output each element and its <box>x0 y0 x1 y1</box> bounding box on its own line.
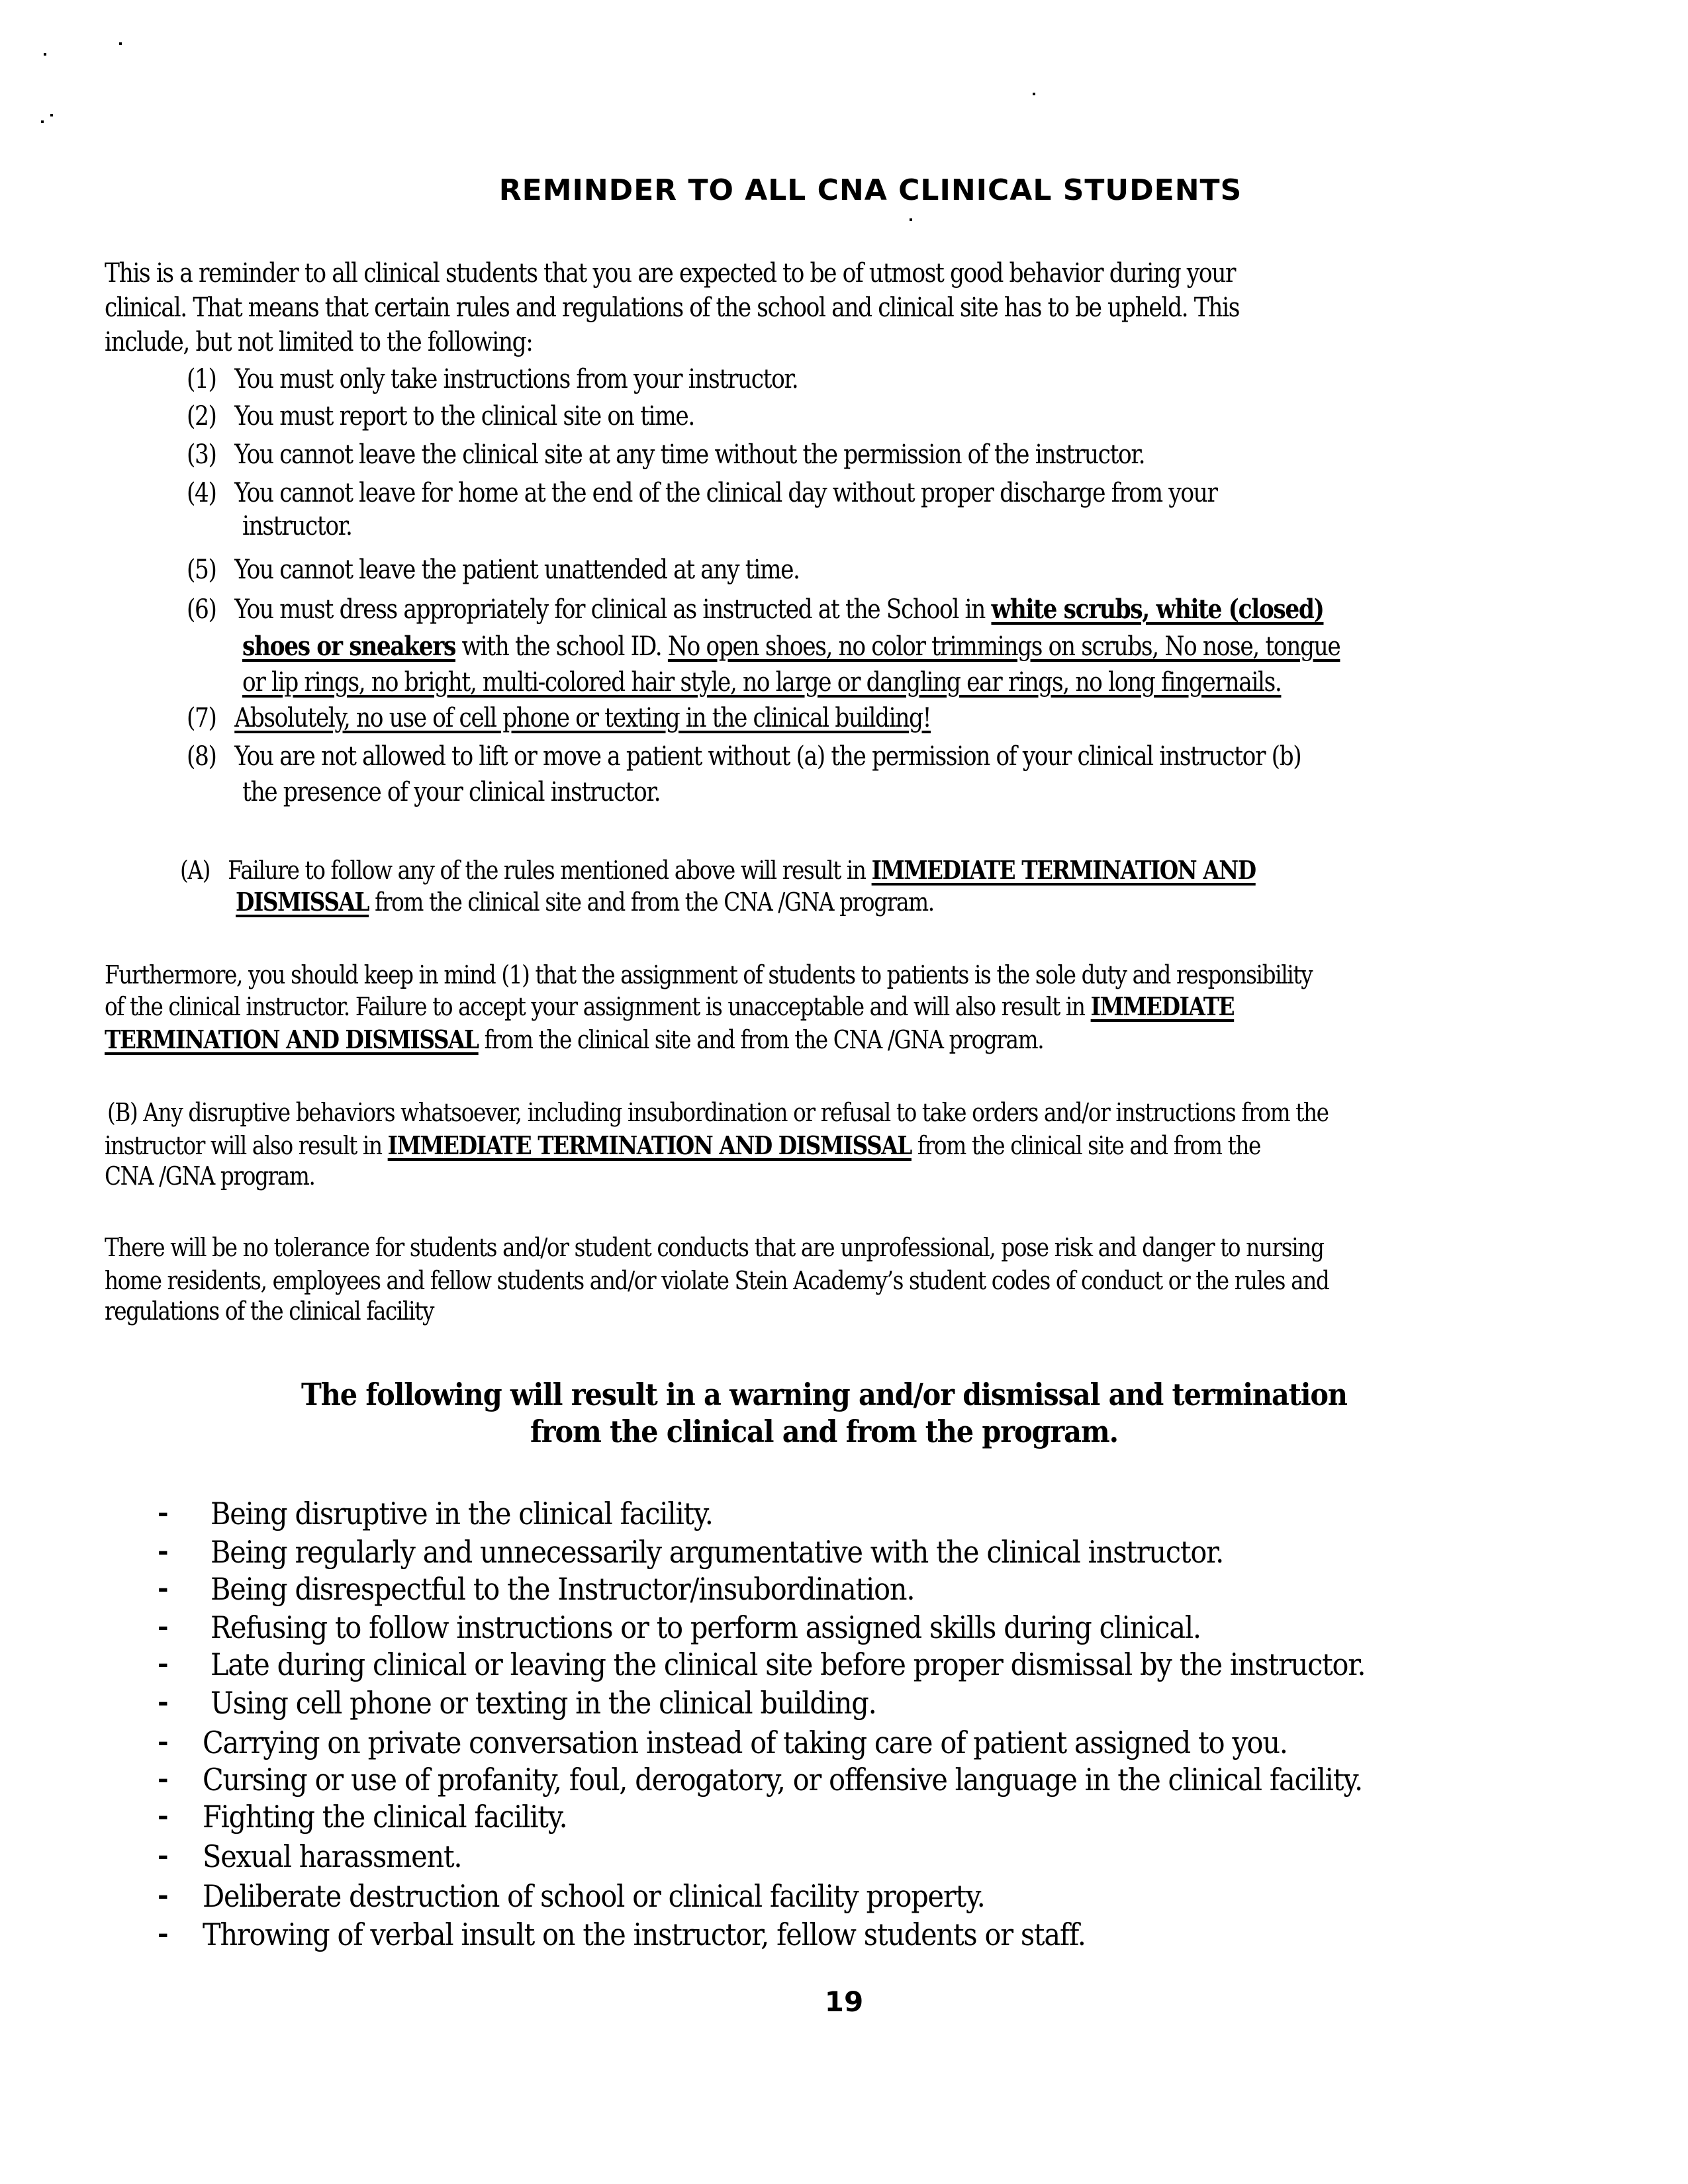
rule-item-2 <box>187 400 694 433</box>
note-text: from the clinical site and from the CNA /GNA program. <box>369 887 934 917</box>
rule-item-3 <box>187 438 1145 471</box>
note-text: from the clinical site and from the <box>911 1131 1260 1160</box>
termination-emphasis: DISMISSAL <box>236 887 369 917</box>
bullet-icon: - <box>158 1535 169 1567</box>
tolerance-line: home residents, employees and fellow students and/or violate Stein Academy’s student codes of conduct or the rules and <box>105 1266 1329 1295</box>
termination-emphasis: TERMINATION AND DISMISSAL <box>105 1024 479 1054</box>
intro-line: clinical. That means that certain rules and regulations of the school and clinical site has to be upheld. This <box>105 293 1239 323</box>
intro-line: include, but not limited to the following: <box>105 327 533 357</box>
violation-item: Being disruptive in the clinical facility. <box>211 1496 713 1531</box>
dress-code-restrictions: No open shoes, no color trimmings on scrubs, No nose, tongue <box>667 631 1340 662</box>
violation-item: Being regularly and unnecessarily argumentative with the clinical instructor. <box>211 1534 1224 1570</box>
violation-item: Being disrespectful to the Instructor/insubordination. <box>211 1571 915 1607</box>
note-b-line: CNA /GNA program. <box>105 1161 315 1191</box>
bullet-icon: - <box>158 1800 169 1831</box>
furthermore-line <box>105 990 1234 1023</box>
rule-item-6-line-3 <box>242 666 1281 699</box>
note-a-label: (A) <box>180 856 210 885</box>
violations-heading: The following will result in a warning and/or dismissal and termination <box>301 1377 1347 1412</box>
violation-item: Deliberate destruction of school or clinical facility property. <box>203 1878 985 1914</box>
violation-item: Cursing or use of profanity, foul, derogatory, or offensive language in the clinical facility. <box>203 1762 1362 1797</box>
note-a <box>180 854 1256 887</box>
dress-code-emphasis: white scrubs, white (closed) <box>991 594 1324 625</box>
rule-item-6-line-2 <box>242 630 1340 663</box>
rule-text: You cannot leave for home at the end of the clinical day without proper discharge from your <box>234 478 1217 508</box>
termination-emphasis: IMMEDIATE <box>1090 991 1235 1021</box>
tolerance-line: regulations of the clinical facility <box>105 1297 434 1326</box>
rule-number: (5) <box>187 555 216 585</box>
termination-emphasis: IMMEDIATE TERMINATION AND DISMISSAL <box>387 1130 912 1160</box>
rule-number: (8) <box>187 741 216 772</box>
furthermore-line <box>105 1023 1043 1056</box>
rule-item-5 <box>187 553 800 586</box>
bullet-icon: - <box>158 1918 169 1949</box>
scan-speck <box>1033 93 1035 95</box>
rule-text: You must dress appropriately for clinical as instructed at the School in <box>234 594 992 625</box>
rule-number: (7) <box>187 703 216 733</box>
violation-item: Late during clinical or leaving the clinical site before proper dismissal by the instructor. <box>211 1647 1366 1682</box>
scan-speck <box>119 42 122 45</box>
rule-text: You must report to the clinical site on time. <box>234 401 694 432</box>
bullet-icon: - <box>158 1497 169 1528</box>
violations-heading: from the clinical and from the program. <box>530 1414 1118 1449</box>
note-a-line-2 <box>236 886 934 919</box>
note-text: Failure to follow any of the rules mentioned above will result in <box>228 856 872 885</box>
termination-emphasis: IMMEDIATE TERMINATION AND <box>871 855 1256 885</box>
rule-item-4-continued: instructor. <box>242 511 352 541</box>
intro-line: This is a reminder to all clinical students that you are expected to be of utmost good behavior during your <box>105 258 1236 289</box>
violation-item: Carrying on private conversation instead of taking care of patient assigned to you. <box>203 1725 1288 1760</box>
rule-item-4 <box>187 477 1217 510</box>
rule-text: You cannot leave the patient unattended at any time. <box>234 555 800 585</box>
dress-code-restrictions: or lip rings, no bright, multi-colored hair style, no large or dangling ear rings, no long fingernails. <box>242 667 1282 698</box>
scan-speck <box>41 120 44 123</box>
rule-item-1 <box>187 363 798 396</box>
note-text: instructor will also result in <box>105 1131 388 1160</box>
rule-item-8 <box>187 740 1301 773</box>
document-title: REMINDER TO ALL CNA CLINICAL STUDENTS <box>498 173 1243 207</box>
rule-number: (4) <box>187 478 216 508</box>
violation-item: Throwing of verbal insult on the instructor, fellow students or staff. <box>203 1917 1086 1952</box>
rule-text: with the school ID. <box>455 631 668 662</box>
bullet-icon: - <box>158 1726 169 1757</box>
dress-code-emphasis: shoes or sneakers <box>242 631 455 662</box>
tolerance-line: There will be no tolerance for students and/or student conducts that are unprofessional, pose risk and danger to nursing <box>105 1233 1324 1262</box>
bullet-icon: - <box>158 1611 169 1642</box>
bullet-icon: - <box>158 1572 169 1604</box>
bullet-icon: - <box>158 1686 169 1717</box>
rule-item-8-continued: the presence of your clinical instructor. <box>242 777 661 807</box>
violation-item: Refusing to follow instructions or to perform assigned skills during clinical. <box>211 1610 1201 1645</box>
bullet-icon: - <box>158 1880 169 1911</box>
bullet-icon: - <box>158 1840 169 1871</box>
bullet-icon: - <box>158 1763 169 1794</box>
rule-number: (3) <box>187 439 216 470</box>
rule-number: (6) <box>187 594 216 625</box>
violation-item: Sexual harassment. <box>203 1839 462 1874</box>
rule-text-emphasis: Absolutely, no use of cell phone or texting in the clinical building! <box>234 703 931 733</box>
violation-item: Using cell phone or texting in the clinical building. <box>211 1685 876 1721</box>
page-number: 19 <box>824 1985 864 2018</box>
scan-speck <box>44 53 46 56</box>
note-b-line <box>105 1129 1260 1162</box>
rule-item-6 <box>187 593 1323 626</box>
scan-speck <box>50 114 53 116</box>
furthermore-text: from the clinical site and from the CNA /GNA program. <box>478 1025 1044 1054</box>
scan-speck <box>910 218 912 221</box>
rule-text: You are not allowed to lift or move a patient without (a) the permission of your clinical instructor (b) <box>234 741 1301 772</box>
rule-number: (2) <box>187 401 216 432</box>
rule-text: You cannot leave the clinical site at any time without the permission of the instructor. <box>234 439 1145 470</box>
furthermore-text: of the clinical instructor. Failure to accept your assignment is unacceptable and will also result in <box>105 992 1091 1021</box>
note-b-line: (B) Any disruptive behaviors whatsoever, including insubordination or refusal to take orders and/or instructions from the <box>107 1098 1329 1127</box>
rule-item-7 <box>187 702 931 735</box>
violation-item: Fighting the clinical facility. <box>203 1799 567 1835</box>
rule-text: You must only take instructions from your instructor. <box>234 364 798 394</box>
furthermore-line: Furthermore, you should keep in mind (1) that the assignment of students to patients is the sole duty and responsibility <box>105 960 1313 989</box>
bullet-icon: - <box>158 1648 169 1679</box>
rule-number: (1) <box>187 364 216 394</box>
